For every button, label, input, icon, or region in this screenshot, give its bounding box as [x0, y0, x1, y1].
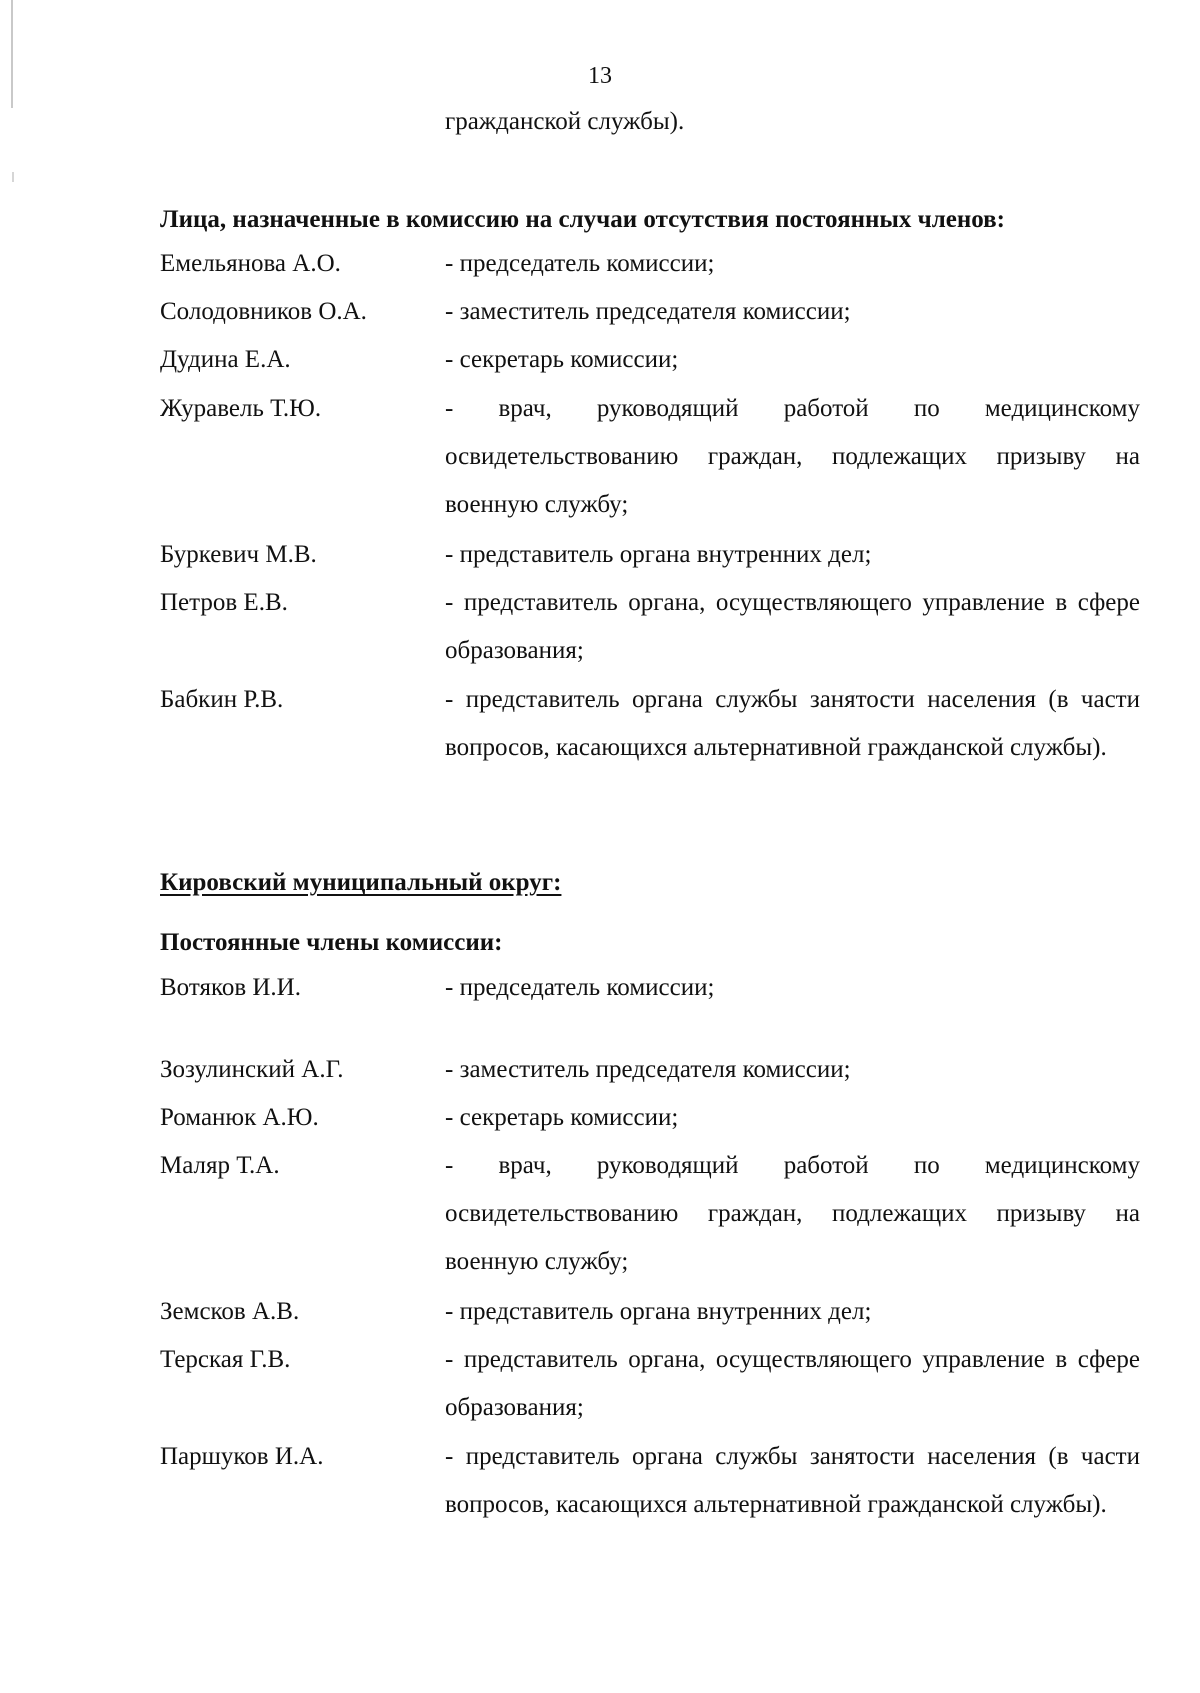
district-heading: Кировский муниципальный округ: — [160, 869, 562, 896]
member-name: Солодовников О.А. — [160, 298, 367, 325]
member-name: Терская Г.В. — [160, 1346, 291, 1373]
member-role: - секретарь комиссии; — [445, 346, 679, 373]
member-name: Земсков А.В. — [160, 1298, 300, 1325]
member-role: - представитель органа, осуществляющего управление в сфере образования; — [445, 1346, 1140, 1421]
member-role: - заместитель председателя комиссии; — [445, 298, 851, 325]
member-row — [160, 336, 1140, 384]
member-role: - врач, руководящий работой по медицинскому освидетельствованию граждан, подлежащих призыву на военную службу; — [445, 395, 1140, 518]
member-role: - представитель органа внутренних дел; — [445, 1298, 872, 1325]
member-name: Емельянова А.О. — [160, 250, 341, 277]
member-row — [160, 1142, 1140, 1286]
section-heading-permanent: Постоянные члены комиссии: — [160, 929, 503, 956]
member-row — [160, 1046, 1140, 1094]
member-role: - представитель органа службы занятости населения (в части вопросов, касающихся альтернативной гражданской службы). — [445, 1443, 1140, 1518]
member-row — [160, 579, 1140, 675]
scan-margin-mark — [12, 172, 14, 182]
member-name: Буркевич М.В. — [160, 541, 317, 568]
member-role: - председатель комиссии; — [445, 974, 715, 1001]
member-row — [160, 964, 1140, 1012]
member-row — [160, 385, 1140, 529]
member-role: - председатель комиссии; — [445, 250, 715, 277]
member-role: - врач, руководящий работой по медицинскому освидетельствованию граждан, подлежащих призыву на военную службу; — [445, 1152, 1140, 1275]
member-row — [160, 1433, 1140, 1529]
member-row — [160, 288, 1140, 336]
member-role: - представитель органа, осуществляющего управление в сфере образования; — [445, 589, 1140, 664]
member-name: Петров Е.В. — [160, 589, 288, 616]
member-role: - представитель органа внутренних дел; — [445, 541, 872, 568]
page-number: 13 — [588, 63, 612, 89]
member-row — [160, 1288, 1140, 1336]
member-role: - представитель органа службы занятости населения (в части вопросов, касающихся альтернативной гражданской службы). — [445, 686, 1140, 761]
member-row — [160, 1094, 1140, 1142]
member-name: Маляр Т.А. — [160, 1152, 280, 1179]
member-name: Романюк А.Ю. — [160, 1104, 319, 1131]
member-name: Паршуков И.А. — [160, 1443, 324, 1470]
member-row — [160, 531, 1140, 579]
member-name: Журавель Т.Ю. — [160, 395, 322, 422]
continuation-text: гражданской службы). — [445, 108, 685, 135]
member-role: - заместитель председателя комиссии; — [445, 1056, 851, 1083]
member-name: Бабкин Р.В. — [160, 686, 284, 713]
member-row — [160, 676, 1140, 772]
scan-margin-line — [11, 0, 13, 108]
section-heading-substitutes: Лица, назначенные в комиссию на случаи отсутствия постоянных членов: — [160, 206, 1005, 233]
member-row — [160, 1336, 1140, 1432]
member-name: Дудина Е.А. — [160, 346, 291, 373]
member-name: Вотяков И.И. — [160, 974, 301, 1001]
member-role: - секретарь комиссии; — [445, 1104, 679, 1131]
member-name: Зозулинский А.Г. — [160, 1056, 344, 1083]
member-row — [160, 240, 1140, 288]
